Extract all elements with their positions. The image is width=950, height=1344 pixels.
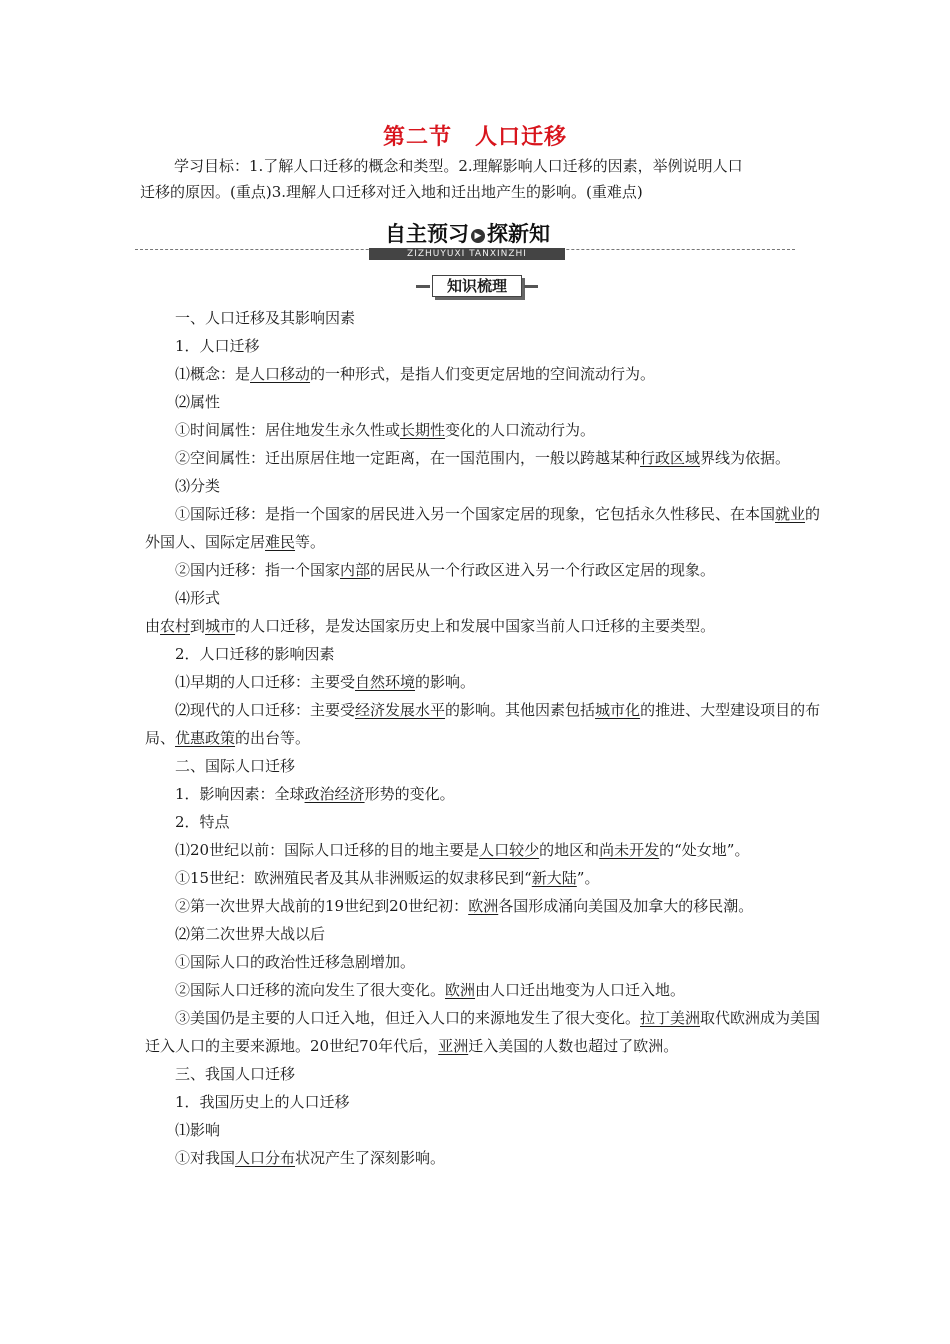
underlined-term: 欧洲 — [445, 981, 476, 999]
content-paragraph — [145, 388, 825, 416]
underlined-term: 农村 — [160, 617, 191, 635]
content-paragraph — [145, 1116, 825, 1144]
text-run: 的人口迁移，是发达国家历史上和发展中国家当前人口迁移的主要类型。 — [235, 617, 716, 635]
text-run: ⑵第二次世界大战以后 — [175, 925, 326, 943]
content-paragraph — [145, 640, 825, 668]
text-run: 由人口迁出地变为人口迁入地。 — [475, 981, 686, 999]
knowledge-tag-label: 知识梳理 — [432, 275, 522, 297]
content-paragraph — [145, 920, 825, 948]
content-paragraph — [145, 752, 825, 780]
underlined-term: 人口移动 — [250, 365, 311, 383]
text-run: 三、我国人口迁移 — [175, 1065, 296, 1083]
banner-left-text: 自主预习 — [385, 222, 469, 246]
text-run: 的一种形式，是指人们变更定居地的空间流动行为。 — [310, 365, 656, 383]
section-banner — [365, 218, 570, 262]
text-run: 的影响。 — [415, 673, 476, 691]
text-run: 1．人口迁移 — [175, 337, 260, 355]
underlined-term: 城市化 — [595, 701, 641, 719]
banner-pinyin: ZIZHUYUXI TANXINZHI — [369, 248, 565, 260]
knowledge-tag — [416, 275, 538, 297]
learning-objectives — [140, 153, 820, 205]
content-paragraph — [145, 1088, 825, 1116]
text-run: ①国际迁移：是指一个国家的居民进入另一个国家定居的现象，它包括永久性移民、在本国 — [175, 505, 776, 523]
text-run: ②国内迁移：指一个国家 — [175, 561, 341, 579]
underlined-term: 自然环境 — [355, 673, 416, 691]
content-body — [145, 304, 825, 1172]
text-run: 界线为依据。 — [700, 449, 791, 467]
text-run: ⑴概念：是 — [175, 365, 251, 383]
content-paragraph — [145, 416, 825, 444]
content-paragraph — [145, 1060, 825, 1088]
underlined-term: 人口较少 — [479, 841, 540, 859]
text-run: 的地区和 — [539, 841, 600, 859]
text-run: ①15世纪：欧洲殖民者及其从非洲贩运的奴隶移民到“ — [175, 869, 532, 887]
underlined-term: 内部 — [340, 561, 371, 579]
objectives-line-2: 迁移的原因。(重点)3.理解人口迁移对迁入地和迁出地产生的影响。(重难点) — [140, 183, 643, 201]
text-run: 各国形成涌向美国及加拿大的移民潮。 — [498, 897, 754, 915]
underlined-term: 城市 — [205, 617, 236, 635]
text-run: 1．我国历史上的人口迁移 — [175, 1093, 350, 1111]
text-run: 的居民从一个行政区进入另一个行政区定居的现象。 — [370, 561, 716, 579]
text-run: 的“处女地”。 — [659, 841, 750, 859]
text-run: ⑴早期的人口迁移：主要受 — [175, 673, 356, 691]
text-run: ⑵现代的人口迁移：主要受 — [175, 701, 356, 719]
text-run: ⑴20世纪以前：国际人口迁移的目的地主要是 — [175, 841, 480, 859]
underlined-term: 就业 — [775, 505, 806, 523]
text-run: 的外国人、国际定居 — [145, 505, 821, 551]
text-run: ⑶分类 — [175, 477, 221, 495]
text-run: 形势的变化。 — [364, 785, 455, 803]
text-run: ②第一次世界大战前的19世纪到20世纪初： — [175, 897, 469, 915]
objectives-line-1: 学习目标：1.了解人口迁移的概念和类型。2.理解影响人口迁移的因素，举例说明人口 — [174, 157, 743, 175]
text-run: ①国际人口的政治性迁移急剧增加。 — [175, 953, 416, 971]
underlined-term: 经济发展水平 — [355, 701, 446, 719]
content-paragraph — [145, 612, 825, 640]
content-paragraph — [145, 304, 825, 332]
content-paragraph — [145, 444, 825, 472]
text-run: 状况产生了深刻影响。 — [295, 1149, 446, 1167]
content-paragraph — [145, 892, 825, 920]
text-run: 的推进、大型建设项目的布局、 — [145, 701, 821, 747]
text-run: 变化的人口流动行为。 — [445, 421, 596, 439]
underlined-term: 行政区域 — [640, 449, 701, 467]
content-paragraph — [145, 808, 825, 836]
text-run: ②国际人口迁移的流向发生了很大变化。 — [175, 981, 446, 999]
content-paragraph — [145, 696, 825, 752]
underlined-term: 政治经济 — [304, 785, 365, 803]
underlined-term: 新大陆 — [531, 869, 577, 887]
underlined-term: 尚未开发 — [599, 841, 660, 859]
content-paragraph — [145, 836, 825, 864]
content-paragraph — [145, 584, 825, 612]
text-run: ⑴影响 — [175, 1121, 221, 1139]
text-run: ①时间属性：居住地发生永久性或 — [175, 421, 401, 439]
text-run: 的出台等。 — [235, 729, 311, 747]
content-paragraph — [145, 500, 825, 556]
text-run: ①对我国 — [175, 1149, 236, 1167]
page-title: 第二节 人口迁移 — [382, 125, 567, 150]
text-run: ③美国仍是主要的人口迁入地，但迁入人口的来源地发生了很大变化。 — [175, 1009, 641, 1027]
underlined-term: 人口分布 — [235, 1149, 296, 1167]
text-run: 1．影响因素：全球 — [175, 785, 305, 803]
content-paragraph — [145, 780, 825, 808]
tag-bar-right — [524, 285, 538, 288]
text-run: ⑵属性 — [175, 393, 221, 411]
text-run: 2．人口迁移的影响因素 — [175, 645, 335, 663]
content-paragraph — [145, 976, 825, 1004]
content-paragraph — [145, 948, 825, 976]
underlined-term: 欧洲 — [468, 897, 499, 915]
arrow-right-icon: ▶ — [471, 229, 485, 243]
text-run: 二、国际人口迁移 — [175, 757, 296, 775]
content-paragraph — [145, 1004, 825, 1060]
content-paragraph — [145, 556, 825, 584]
underlined-term: 亚洲 — [438, 1037, 469, 1055]
text-run: 一、人口迁移及其影响因素 — [175, 309, 356, 327]
text-run: 的影响。其他因素包括 — [445, 701, 596, 719]
text-run: 迁入美国的人数也超过了欧洲。 — [468, 1037, 679, 1055]
text-run: 取代欧洲成为美国迁入人口的主要来源地。20世纪70年代后， — [145, 1009, 821, 1055]
banner-right-text: 探新知 — [487, 222, 550, 246]
underlined-term: 优惠政策 — [175, 729, 236, 747]
underlined-term: 难民 — [265, 533, 296, 551]
content-paragraph — [145, 668, 825, 696]
text-run: 到 — [190, 617, 206, 635]
tag-bar-left — [416, 285, 430, 288]
text-run: 2．特点 — [175, 813, 230, 831]
text-run: ”。 — [576, 869, 600, 887]
text-run: ⑷形式 — [175, 589, 221, 607]
content-paragraph — [145, 360, 825, 388]
text-run: 等。 — [295, 533, 326, 551]
text-run: 由 — [145, 617, 161, 635]
content-paragraph — [145, 1144, 825, 1172]
content-paragraph — [145, 472, 825, 500]
content-paragraph — [145, 332, 825, 360]
text-run: ②空间属性：迁出原居住地一定距离，在一国范围内，一般以跨越某种 — [175, 449, 641, 467]
underlined-term: 长期性 — [400, 421, 446, 439]
underlined-term: 拉丁美洲 — [640, 1009, 701, 1027]
content-paragraph — [145, 864, 825, 892]
